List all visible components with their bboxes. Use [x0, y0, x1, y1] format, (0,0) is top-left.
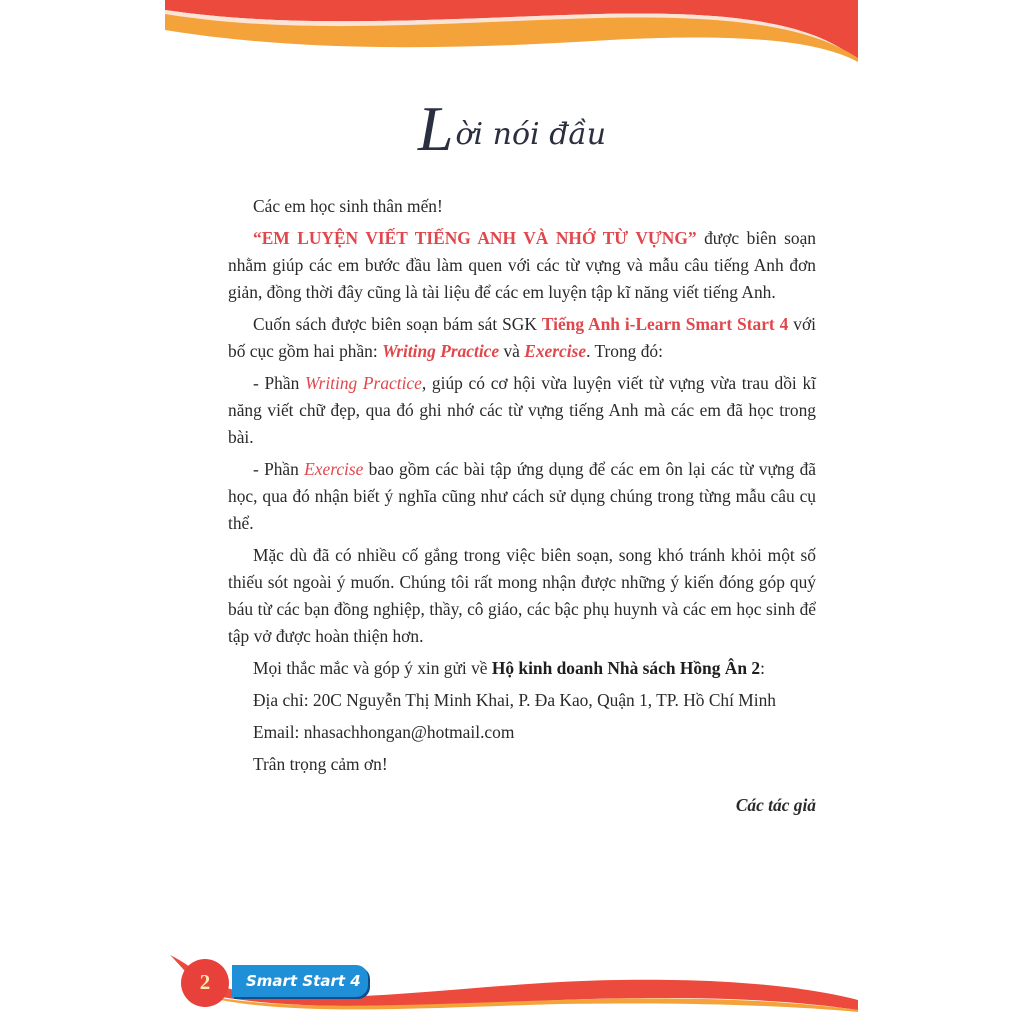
thanks: Trân trọng cảm ơn! — [253, 754, 388, 774]
section-name: Exercise — [304, 459, 364, 479]
section-name: Writing Practice — [305, 373, 422, 393]
address: Địa chỉ: 20C Nguyễn Thị Minh Khai, P. Đa Kao, Quận 1, TP. Hồ Chí Minh — [253, 690, 776, 710]
text: Mọi thắc mắc và góp ý xin gửi về — [253, 658, 492, 678]
paragraph-structure — [228, 311, 816, 365]
text: - Phần — [253, 373, 306, 393]
title-initial: L — [417, 93, 454, 164]
section-name: Writing Practice — [382, 341, 500, 361]
text: , giúp có cơ hội vừa luyện viết từ vựng vừa trau dồi kĩ năng viết chữ đẹp, qua đó ghi nhớ các từ vựng tiếng Anh mà các em đã học trong bài. — [228, 373, 816, 447]
paragraph-writing-practice — [228, 370, 816, 451]
text: bao gồm các bài tập ứng dụng để các em ôn lại các từ vựng đã học, qua đó nhận biết ý nghĩa cũng như cách sử dụng chúng trong từng mẫu câu cụ thể. — [228, 459, 816, 533]
textbook-name: Tiếng Anh i-Learn Smart Start 4 — [541, 314, 789, 334]
signature: Các tác giả — [735, 795, 816, 815]
text: Cuốn sách được biên soạn bám sát SGK — [253, 314, 542, 334]
page-title — [0, 92, 1024, 166]
paragraph-contact — [228, 655, 816, 682]
page-number: 2 — [181, 959, 229, 1007]
text: - Phần — [253, 459, 305, 479]
book-label-badge: Smart Start 4 — [232, 965, 368, 997]
paragraph-intro — [228, 225, 816, 306]
publisher-name: Hộ kinh doanh Nhà sách Hồng Ân 2 — [491, 658, 761, 678]
email: Email: nhasachhongan@hotmail.com — [253, 722, 515, 742]
text: với bố cục gồm hai phần: — [228, 314, 816, 361]
paragraph-apology: Mặc dù đã có nhiều cố gắng trong việc biên soạn, song khó tránh khỏi một số thiếu sót ngoài ý muốn. Chúng tôi rất mong nhận được những ý kiến đóng góp quý báu từ các bạn đồng nghiệp, thầy, cô giáo, các bậc phụ huynh và các em học sinh để tập vở được hoàn thiện hơn. — [228, 545, 816, 646]
title-rest: ời nói đầu — [455, 117, 607, 152]
section-name: Exercise — [524, 341, 587, 361]
greeting: Các em học sinh thân mến! — [253, 196, 443, 216]
book-series-title: “EM LUYỆN VIẾT TIẾNG ANH VÀ NHỚ TỪ VỰNG” — [253, 228, 697, 248]
text: . Trong đó: — [586, 341, 663, 361]
paragraph-exercise — [228, 456, 816, 537]
text: và — [499, 341, 525, 361]
text: : — [760, 658, 765, 678]
text: được biên soạn nhằm giúp các em bước đầu làm quen với các từ vựng và mẫu câu tiếng Anh đơn giản, đồng thời đây cũng là tài liệu để các em luyện tập kĩ năng viết tiếng Anh. — [228, 228, 816, 302]
preface-body — [228, 193, 816, 836]
